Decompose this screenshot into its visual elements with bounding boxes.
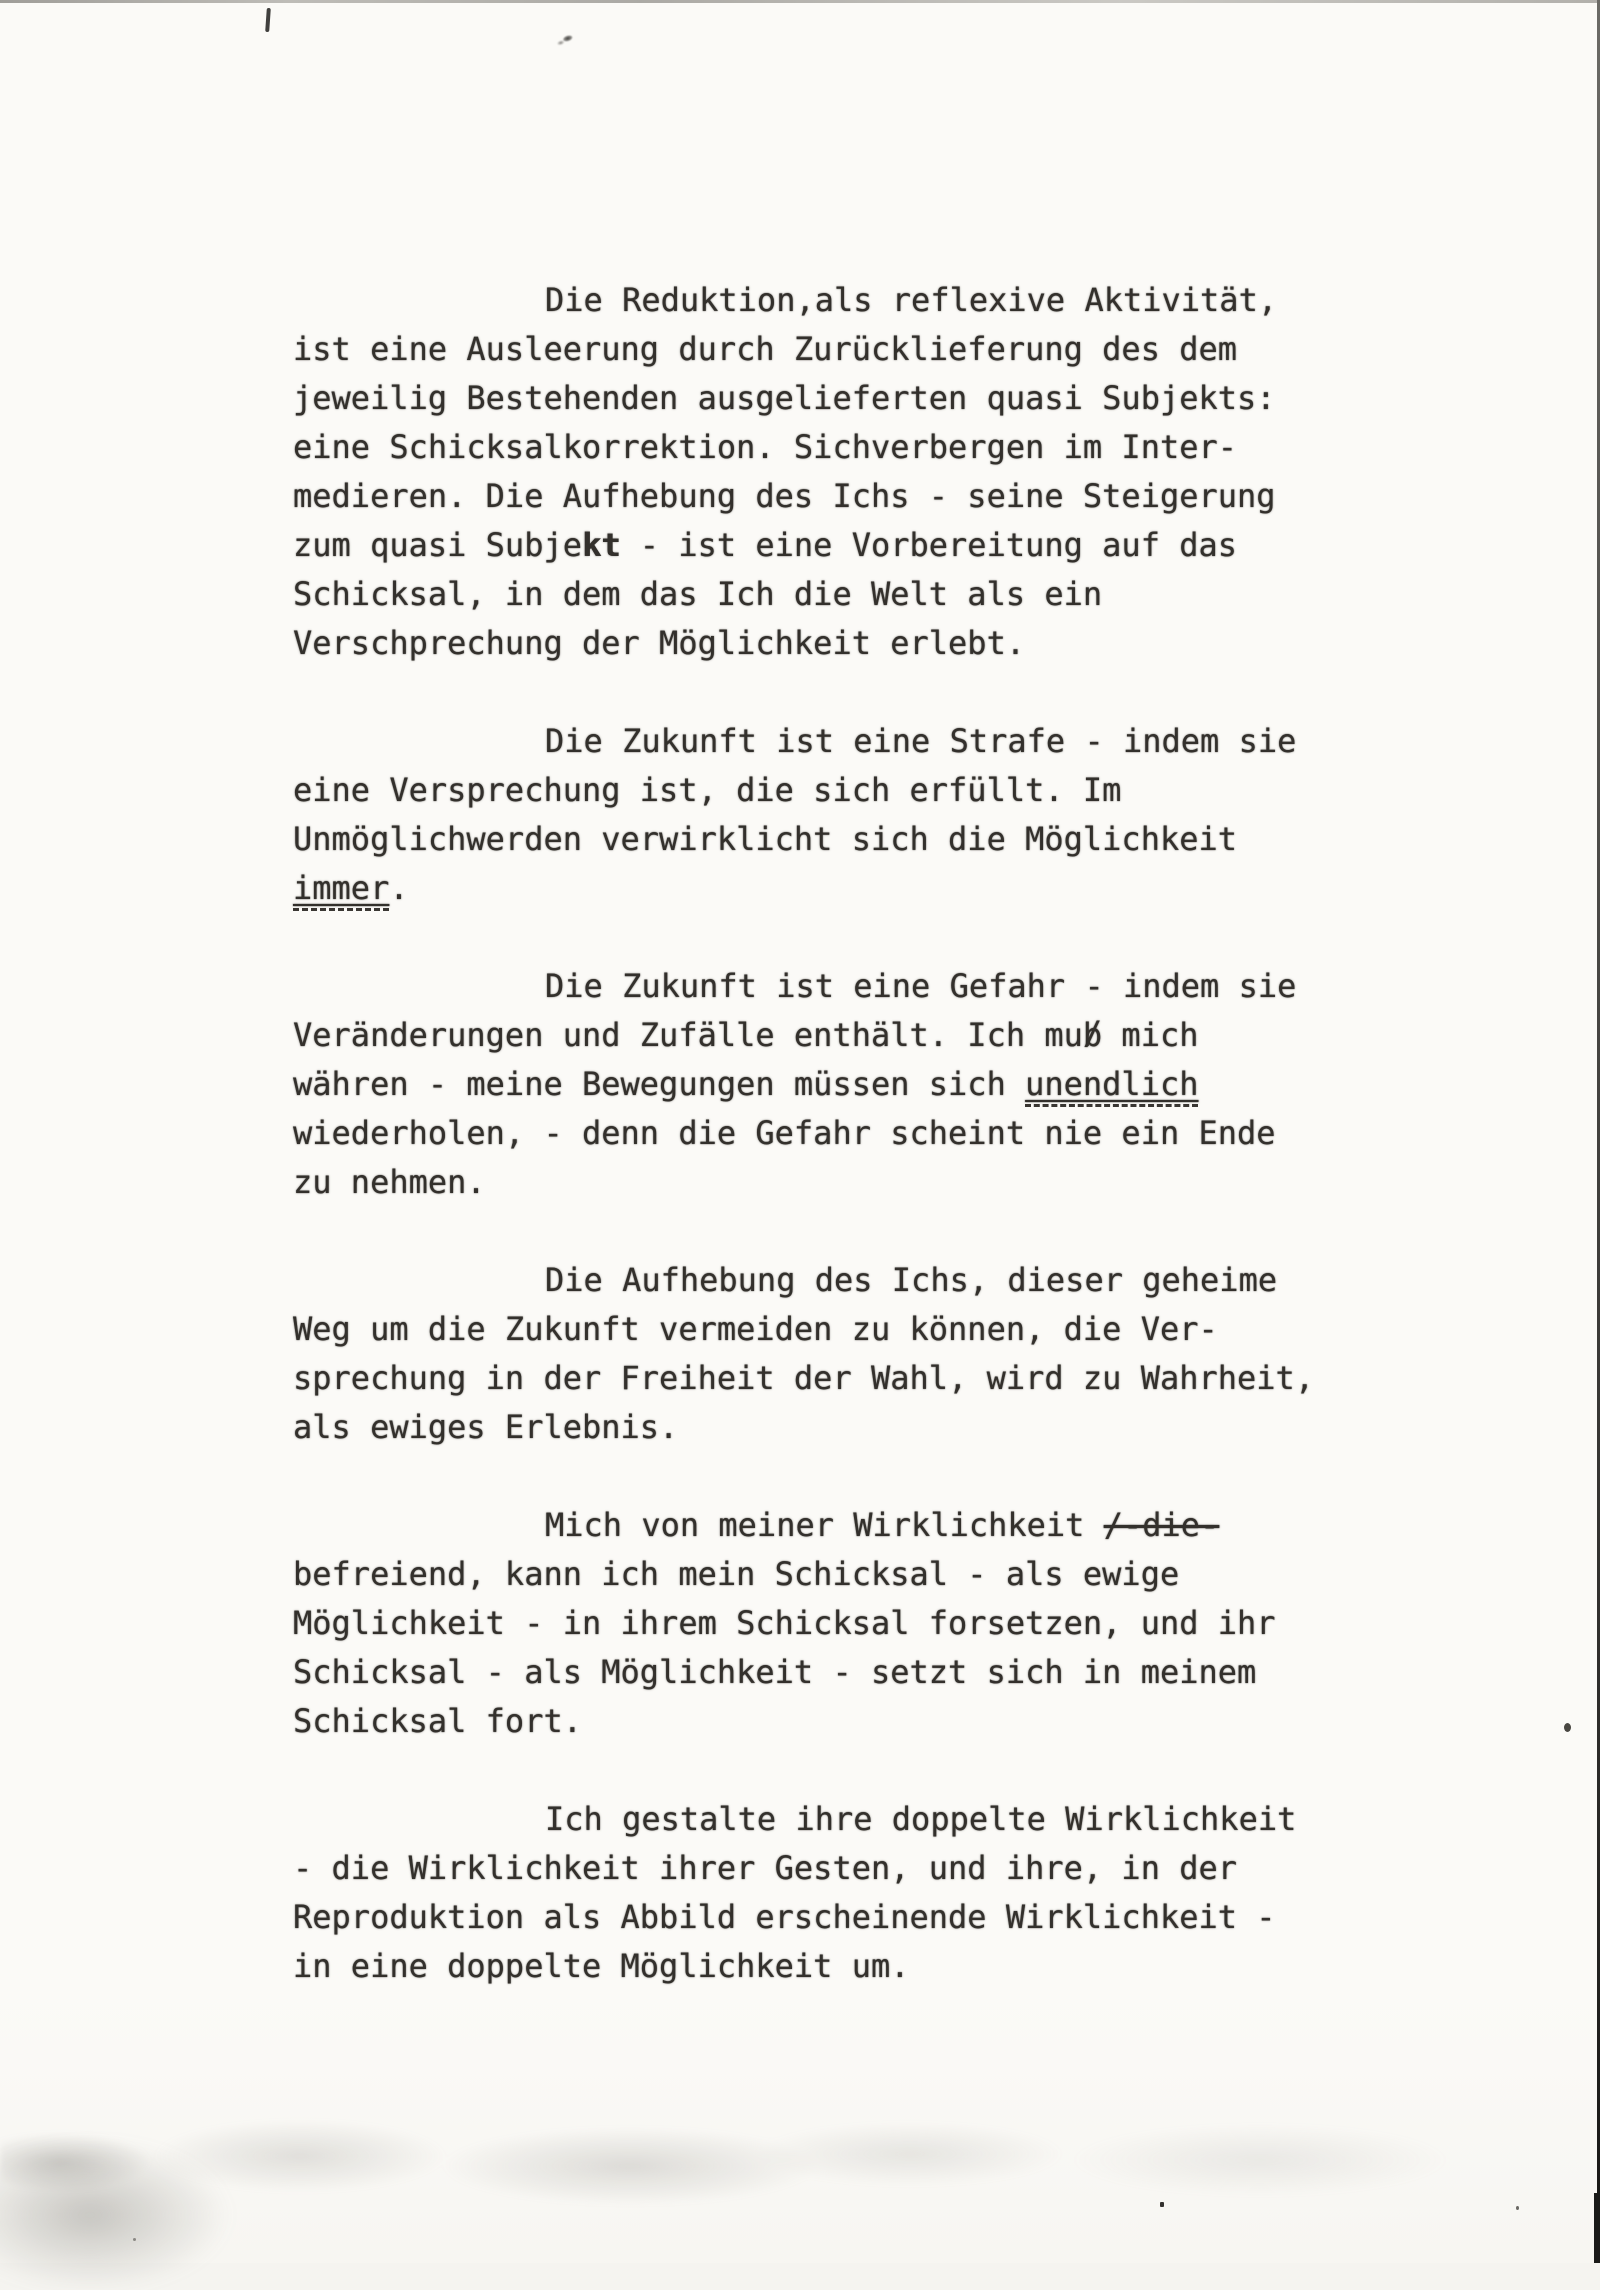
- text-segment: Ich gestalte ihre doppelte Wirklichkeit: [545, 1800, 1297, 1838]
- text-line: [293, 1942, 1493, 1991]
- text-segment: - ist eine Vorbereitung auf das: [620, 526, 1238, 564]
- text-segment: eine Schicksalkorrektion. Sichverbergen im Inter-: [293, 428, 1238, 466]
- text-line: [293, 717, 1493, 766]
- text-segment: Schicksal fort.: [293, 1702, 582, 1740]
- text-segment: .: [389, 869, 409, 907]
- dust-speck: [133, 2238, 136, 2241]
- text-line: [293, 472, 1493, 521]
- text-line: [293, 864, 1493, 913]
- ink-dot: [1564, 1723, 1571, 1732]
- text-line: [293, 1060, 1493, 1109]
- text-segment: Die Zukunft ist eine Gefahr - indem sie: [545, 967, 1297, 1005]
- text-segment: kt: [581, 526, 621, 564]
- text-line: [293, 1501, 1493, 1550]
- text-segment: Schicksal - als Möglichkeit - setzt sich in meinem: [293, 1653, 1257, 1691]
- typewritten-text: [293, 276, 1493, 1991]
- text-segment: Verschprechung der Möglichkeit erlebt.: [293, 624, 1026, 662]
- text-segment: Die Aufhebung des Ichs, dieser geheime: [545, 1261, 1278, 1299]
- paragraph: [293, 717, 1493, 913]
- text-segment: Unmöglichwerden verwirklicht sich die Möglichkeit: [293, 820, 1238, 858]
- text-segment: /-die-: [1103, 1506, 1220, 1544]
- scan-noise-band: [0, 2114, 1600, 2214]
- text-segment: befreiend, kann ich mein Schicksal - als ewige: [293, 1555, 1180, 1593]
- corner-shadow: [0, 2140, 230, 2290]
- text-segment: mich: [1102, 1016, 1199, 1054]
- text-line: [293, 1648, 1493, 1697]
- text-line: [293, 423, 1493, 472]
- text-segment: währen - meine Bewegungen müssen sich: [293, 1065, 1026, 1103]
- text-segment: Weg um die Zukunft vermeiden zu können, die Ver-: [293, 1310, 1218, 1348]
- text-segment: b /: [1083, 1011, 1102, 1060]
- text-segment: Die Zukunft ist eine Strafe - indem sie: [545, 722, 1297, 760]
- text-segment: zu nehmen.: [293, 1163, 486, 1201]
- text-line: [293, 1158, 1493, 1207]
- paragraph: [293, 1795, 1493, 1991]
- text-segment: jeweilig Bestehenden ausgelieferten quasi Subjekts:: [293, 379, 1276, 417]
- text-line: [293, 1305, 1493, 1354]
- text-segment: sprechung in der Freiheit der Wahl, wird zu Wahrheit,: [293, 1359, 1315, 1397]
- text-segment: Die Reduktion,als reflexive Aktivität,: [545, 281, 1278, 319]
- text-line: [293, 1795, 1493, 1844]
- text-segment: wiederholen, - denn die Gefahr scheint nie ein Ende: [293, 1114, 1276, 1152]
- paragraph: [293, 276, 1493, 668]
- text-line: [293, 1354, 1493, 1403]
- text-line: [293, 1697, 1493, 1746]
- text-line: [293, 1011, 1493, 1060]
- text-segment: Veränderungen und Zufälle enthält. Ich mu: [293, 1016, 1083, 1054]
- paragraph: [293, 1501, 1493, 1746]
- text-segment: Möglichkeit - in ihrem Schicksal forsetzen, und ihr: [293, 1604, 1276, 1642]
- text-line: [293, 1893, 1493, 1942]
- text-segment: immer: [293, 869, 389, 911]
- text-line: [293, 815, 1493, 864]
- text-line: [293, 521, 1493, 570]
- text-line: [293, 619, 1493, 668]
- dust-speck: [1516, 2206, 1519, 2210]
- text-segment: in eine doppelte Möglichkeit um.: [293, 1947, 910, 1985]
- text-line: [293, 570, 1493, 619]
- pen-tick-mark: [265, 8, 271, 32]
- text-segment: Mich von meiner Wirklichkeit: [545, 1506, 1104, 1544]
- text-segment: eine Versprechung ist, die sich erfüllt. Im: [293, 771, 1122, 809]
- text-line: [293, 1550, 1493, 1599]
- text-line: [293, 325, 1493, 374]
- text-segment: als ewiges Erlebnis.: [293, 1408, 679, 1446]
- text-line: [293, 1844, 1493, 1893]
- text-line: [293, 1109, 1493, 1158]
- text-segment: Schicksal, in dem das Ich die Welt als ein: [293, 575, 1103, 613]
- text-line: [293, 374, 1493, 423]
- text-segment: unendlich: [1025, 1065, 1198, 1107]
- paragraph: [293, 962, 1493, 1207]
- text-segment: Reproduktion als Abbild erscheinende Wirklichkeit -: [293, 1898, 1276, 1936]
- ink-smudge: [555, 31, 577, 48]
- text-line: [293, 1403, 1493, 1452]
- text-line: [293, 766, 1493, 815]
- text-segment: ist eine Ausleerung durch Zurücklieferung des dem: [293, 330, 1238, 368]
- text-line: [293, 1256, 1493, 1305]
- text-segment: medieren. Die Aufhebung des Ichs - seine Steigerung: [293, 477, 1276, 515]
- scan-edge-top: [0, 0, 1600, 3]
- text-line: [293, 276, 1493, 325]
- text-line: [293, 1599, 1493, 1648]
- dust-speck: [1160, 2202, 1164, 2207]
- text-segment: zum quasi Subje: [293, 526, 582, 564]
- text-line: [293, 962, 1493, 1011]
- paragraph: [293, 1256, 1493, 1452]
- text-segment: - die Wirklichkeit ihrer Gesten, und ihre, in der: [293, 1849, 1238, 1887]
